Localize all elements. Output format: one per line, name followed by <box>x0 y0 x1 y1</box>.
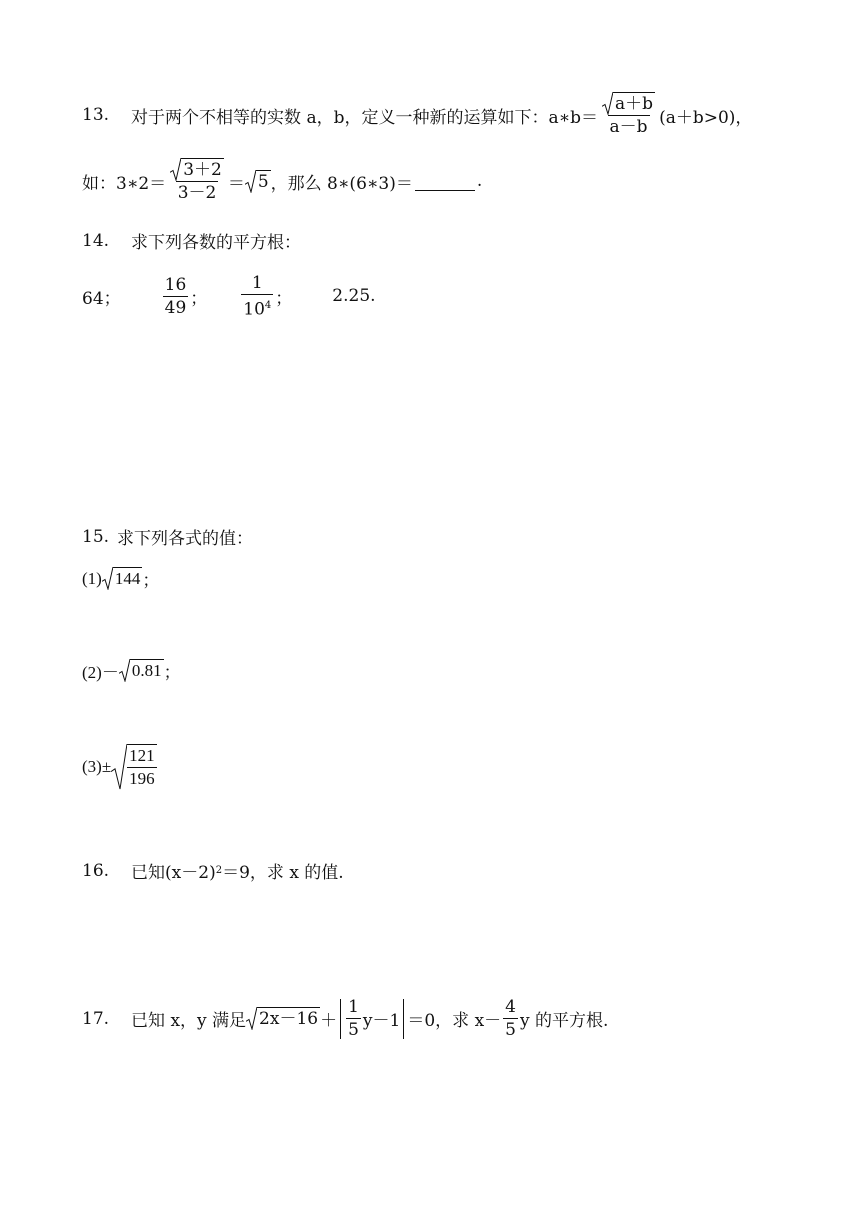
q13-formula-num: a＋b <box>615 94 654 114</box>
q16-exp: 2 <box>215 865 223 876</box>
q17-frac2: $\frac{4}{5}$ <box>505 997 516 1040</box>
q17-abs-tail: y－1 <box>362 1011 401 1031</box>
q13-example-frac <box>168 158 226 204</box>
radical-icon <box>102 567 113 590</box>
q17-root: 2x－16 <box>246 1007 320 1030</box>
q14-item1: 64； <box>82 288 121 309</box>
answer-blank[interactable] <box>415 172 475 191</box>
q16-number: 16. <box>82 860 110 881</box>
radical-icon <box>246 1007 257 1030</box>
q13-formula <box>600 92 657 138</box>
q13-example-tail: ，那么 8∗(6∗3)＝ <box>270 173 413 194</box>
q17-line <box>82 996 608 1041</box>
q13-text: 对于两个不相等的实数 a，b，定义一种新的运算如下：a∗b＝ <box>131 107 599 128</box>
q15-p3-root: $\frac{121}{196}$ <box>111 744 157 790</box>
q15-part1 <box>82 566 159 591</box>
q15-p3-label: (3)± <box>82 757 112 776</box>
q17-frac: $\frac{1}{5}$ <box>348 997 359 1040</box>
q13-example-den: 3－2 <box>177 183 217 203</box>
q17-text-c: y 的平方根. <box>519 1011 609 1031</box>
q14-items <box>82 272 376 321</box>
q14-number: 14. <box>82 230 110 251</box>
q15-p1-tail: ； <box>142 571 160 590</box>
q16-text-b: ＝9，求 x 的值. <box>222 863 344 883</box>
q17-plus: ＋ <box>320 1011 338 1031</box>
q13-formula-den: a－b <box>609 117 648 137</box>
q17-number: 17. <box>82 1008 110 1029</box>
abs-bar-left <box>340 999 341 1039</box>
q13-example-prefix: 如：3∗2＝ <box>82 173 167 194</box>
q14-item3: $\frac{1}{10^4}$ <box>243 273 272 320</box>
q15-text: 求下列各式的值： <box>117 529 254 549</box>
q17-text-a: 已知 x，y 满足 <box>131 1011 247 1031</box>
q13-period: . <box>476 171 483 191</box>
q15-p1-root: 144 <box>102 567 143 590</box>
q14-item2: $\frac{16}{49}$ <box>164 274 187 318</box>
radical-icon <box>119 659 130 682</box>
q15-part3 <box>82 744 157 790</box>
q13-line2 <box>82 158 482 204</box>
abs-bar-right <box>403 999 404 1039</box>
q15-p2-label: (2)－ <box>82 663 119 682</box>
q13-example-eq: ＝ <box>227 173 245 194</box>
radical-icon <box>602 92 613 115</box>
q14-text: 求下列各数的平方根： <box>131 233 302 253</box>
q13-condition: (a＋b>0)， <box>659 107 753 128</box>
q16-text-a: 已知(x－2) <box>131 863 216 883</box>
q15-number: 15. <box>82 526 110 547</box>
radical-icon <box>111 744 127 790</box>
q17-text-b: ＝0，求 x－ <box>407 1011 502 1031</box>
radical-icon <box>170 158 181 181</box>
q13-line1 <box>82 92 752 138</box>
q16-line <box>82 858 344 883</box>
q13-example-num: 3＋2 <box>183 160 222 180</box>
radical-icon <box>245 170 256 193</box>
q15-part2 <box>82 658 181 683</box>
q15-p2-root: 0.81 <box>119 659 164 682</box>
q14-item4: 2.25. <box>332 286 376 307</box>
q14-sep: ； <box>275 288 293 309</box>
q15-p2-tail: ； <box>163 663 181 682</box>
q13-number: 13. <box>82 105 110 125</box>
q15-line1 <box>82 524 253 549</box>
q14-sep: ； <box>190 288 208 309</box>
q15-p1-label: (1) <box>82 568 102 588</box>
q14-line1 <box>82 228 301 253</box>
q13-example-root: 5 <box>245 170 271 193</box>
